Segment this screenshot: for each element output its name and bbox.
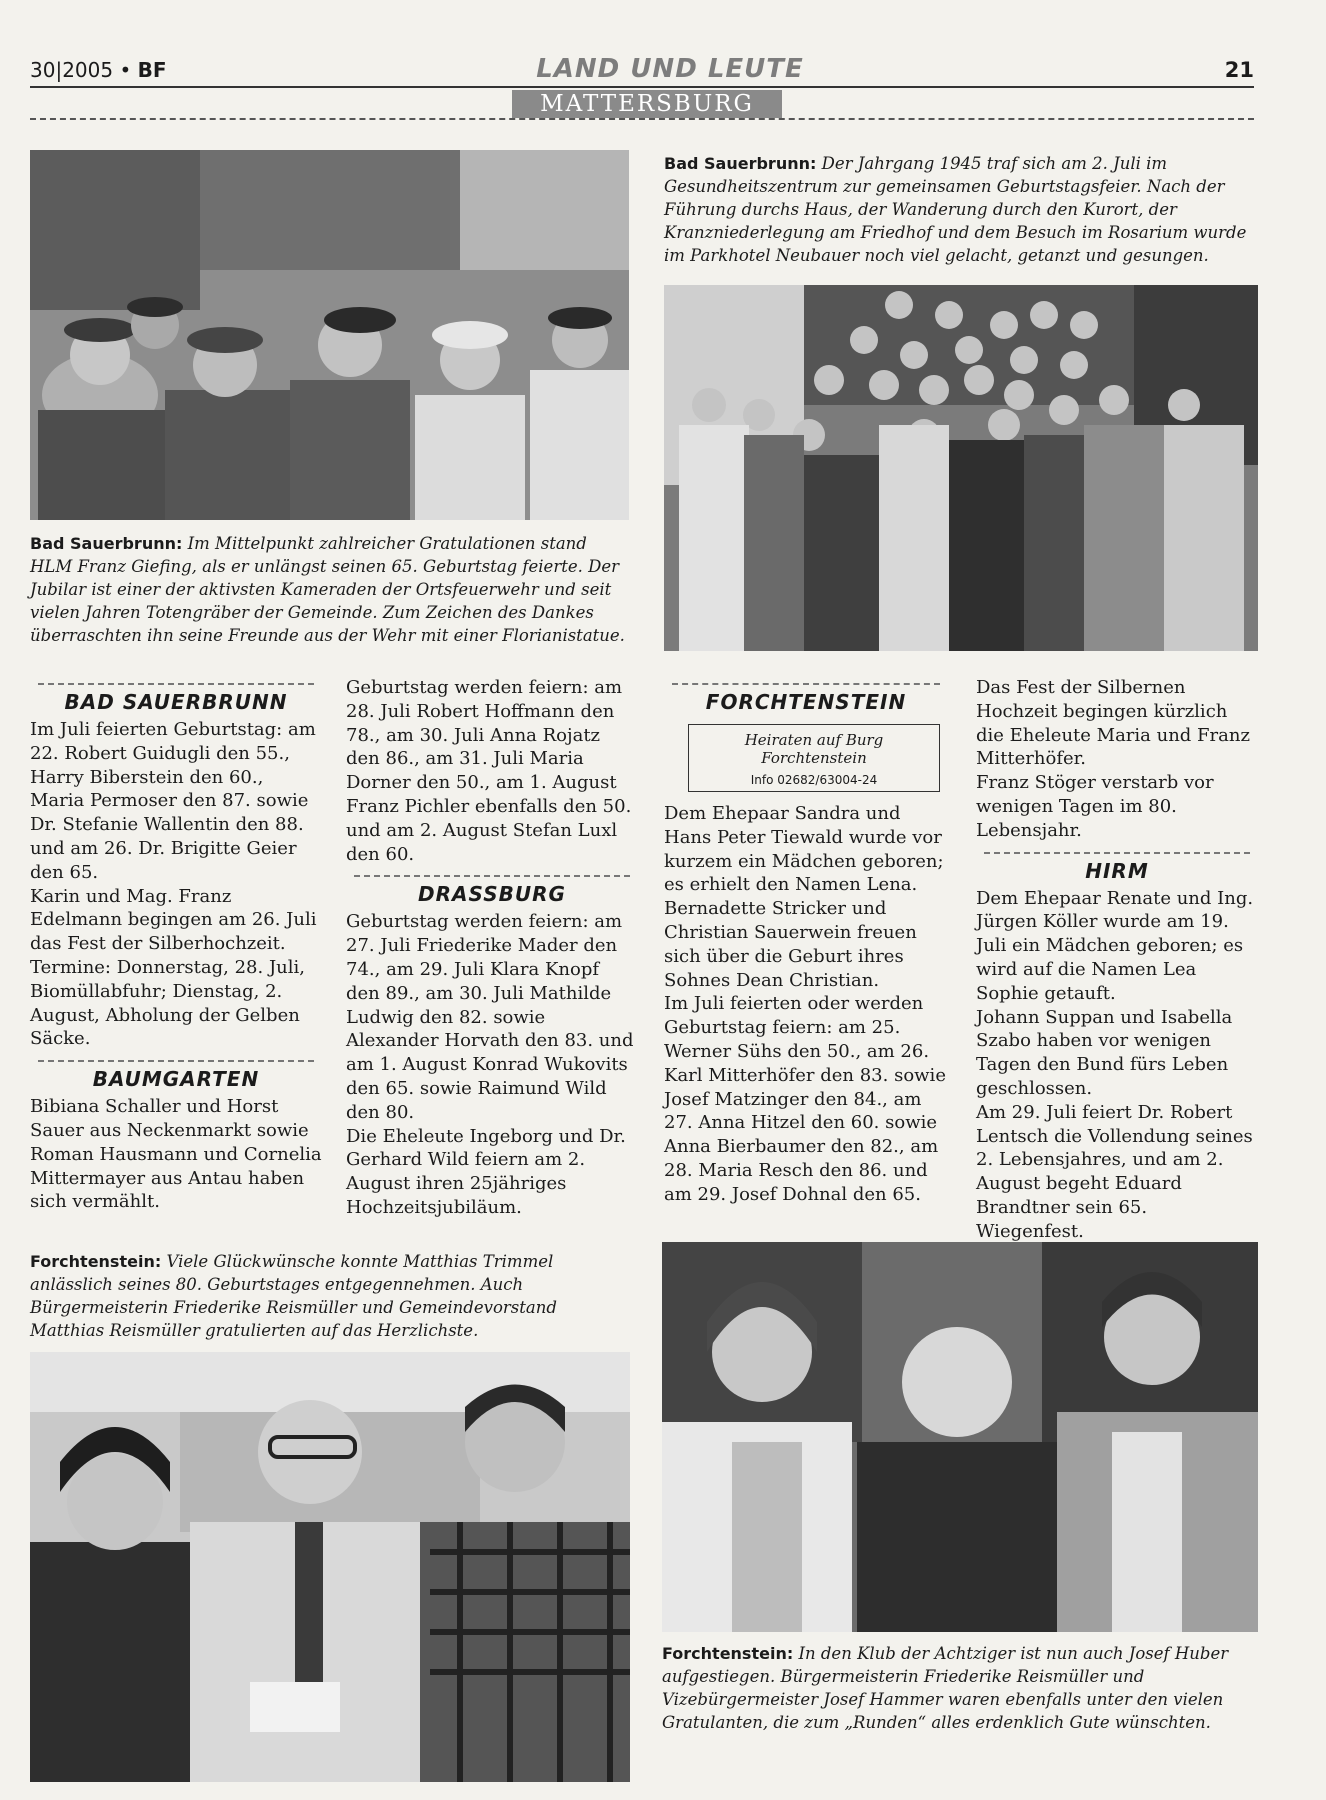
article-paragraph: Bibiana Schaller und Horst Sauer aus Neckenmarkt sowie Roman Hausmann und Cornelia Mittermayer aus Antau haben sich vermählt. <box>30 1096 322 1213</box>
article-paragraph: Dem Ehepaar Renate und Ing. Jürgen Köller wurde am 19. Juli ein Mädchen geboren; es wird auf die Namen Lea Sophie getauft. <box>976 887 1254 1004</box>
issue-number: 30|2005 • <box>30 58 132 82</box>
column-1 <box>30 682 322 1214</box>
region-banner: MATTERSBURG <box>512 90 782 118</box>
caption-lead: Bad Sauerbrunn: <box>30 534 183 553</box>
caption-text: Viele Glückwünsche konnte Matthias Trimmel anlässlich seines 80. Geburtstages entgegennehmen. Auch Bürgermeisterin Friederike Reismüller und Gemeindevorstand Matthias Reismüller gratulierten auf das Herzlichste. <box>30 1252 557 1340</box>
section-heading-forchtenstein: FORCHTENSTEIN <box>664 682 948 714</box>
section-title: LAND UND LEUTE <box>536 54 804 84</box>
column-2 <box>346 676 638 1220</box>
article-paragraph: Johann Suppan und Isabella Szabo haben vor wenigen Tagen den Bund fürs Leben geschlossen. <box>976 1006 1233 1099</box>
article-paragraph: Geburtstag werden feiern: am 28. Juli Robert Hoffmann den 78., am 30. Juli Anna Rojatz den 86., am 31. Juli Maria Dorner den 50., am 1. August Franz Pichler ebenfalls den 50. und am 2. August Stefan Luxl den 60. <box>346 677 632 865</box>
article-paragraph: Im Juli feierten oder werden Geburtstag feiern: am 25. Werner Sühs den 50., am 26. Karl Mitterhöfer den 83. sowie Josef Matzinger den 84., am 27. Anna Hitzel den 60. sowie Anna Bierbaumer den 82., am 28. Maria Resch den 86. und am 29. Josef Dohnal den 65. <box>664 993 946 1205</box>
caption-lead: Forchtenstein: <box>30 1252 162 1271</box>
paper-name: BF <box>137 58 167 82</box>
caption-jahrgang-1945 <box>664 152 1256 267</box>
article-paragraph: Dem Ehepaar Sandra und Hans Peter Tiewald wurde vor kurzem ein Mädchen geboren; es erhielt den Namen Lena. <box>664 803 944 896</box>
photo-jahrgang-1945 <box>664 285 1258 651</box>
caption-josef-huber <box>662 1642 1256 1734</box>
caption-text: Im Mittelpunkt zahlreicher Gratulationen stand HLM Franz Giefing, als er unlängst seinen 65. Geburtstag feierte. Der Jubilar ist einer der aktivsten Kameraden der Ortsfeuerwehr und seit vielen Jahren Totengräber der Gemeinde. Zum Zeichen des Dankes überraschten ihn seine Freunde aus der Wehr mit einer Florianistatue. <box>30 534 625 645</box>
section-heading-drassburg: DRASSBURG <box>346 874 638 906</box>
article-paragraph: Am 29. Juli feiert Dr. Robert Lentsch die Vollendung seines 2. Lebensjahres, und am 2. August begeht Eduard Brandtner sein 65. Wiegenfest. <box>976 1101 1253 1242</box>
article-paragraph: Bernadette Stricker und Christian Sauerwein freuen sich über die Geburt ihres Sohnes Dean Christian. <box>664 898 917 991</box>
article-paragraph: Karin und Mag. Franz Edelmann begingen am 26. Juli das Fest der Silberhochzeit. <box>30 885 317 955</box>
article-paragraph: Die Eheleute Ingeborg und Dr. Gerhard Wild feiern am 2. August ihren 25jähriges Hochzeitsjubiläum. <box>346 1125 626 1218</box>
article-paragraph: Franz Stöger verstarb vor wenigen Tagen im 80. Lebensjahr. <box>976 772 1214 841</box>
article-paragraph: Im Juli feierten Geburtstag: am 22. Robert Guidugli den 55., Harry Biberstein den 60., Maria Permoser den 87. sowie Dr. Stefanie Wallentin den 88. und am 26. Dr. Brigitte Geier den 65. <box>30 719 316 883</box>
advertisement-box <box>688 724 940 792</box>
section-heading-bad-sauerbrunn: BAD SAUERBRUNN <box>30 682 322 714</box>
article-paragraph: Das Fest der Silbernen Hochzeit begingen kürzlich die Eheleute Maria und Franz Mitterhöfer. <box>976 677 1250 770</box>
ad-info: Info 02682/63004-24 <box>750 773 878 787</box>
caption-fire-brigade <box>30 532 630 647</box>
column-4 <box>976 676 1258 1244</box>
issue-label <box>30 58 167 82</box>
caption-lead: Forchtenstein: <box>662 1644 794 1663</box>
caption-text: In den Klub der Achtziger ist nun auch Josef Huber aufgestiegen. Bürgermeisterin Friederike Reismüller und Vizebürgermeister Josef Hammer waren ebenfalls unter den vielen Gratulanten, die zum „Runden“ alles erdenklich Gute wünschten. <box>662 1644 1229 1732</box>
ad-title: Heiraten auf Burg Forchtenstein <box>744 731 884 767</box>
photo-josef-huber <box>662 1242 1258 1632</box>
photo-fire-brigade <box>30 150 629 520</box>
photo-matthias-trimmel <box>30 1352 630 1782</box>
header-dashed-rule <box>30 118 1254 120</box>
article-paragraph: Termine: Donnerstag, 28. Juli, Biomüllabfuhr; Dienstag, 2. August, Abholung der Gelben Säcke. <box>30 956 305 1050</box>
caption-lead: Bad Sauerbrunn: <box>664 154 817 173</box>
section-heading-hirm: HIRM <box>976 851 1258 883</box>
caption-matthias-trimmel <box>30 1250 630 1342</box>
caption-text: Der Jahrgang 1945 traf sich am 2. Juli im Gesundheitszentrum zur gemeinsamen Geburtstagsfeier. Nach der Führung durchs Haus, der Wanderung durch den Kurort, der Kranzniederlegung am Friedhof und dem Besuch im Rosarium wurde im Parkhotel Neubauer noch viel gelacht, getanzt und gesungen. <box>664 154 1247 265</box>
header-rule <box>30 86 1254 88</box>
section-heading-baumgarten: BAUMGARTEN <box>30 1059 322 1091</box>
article-paragraph: Geburtstag werden feiern: am 27. Juli Friederike Mader den 74., am 29. Juli Klara Knopf den 89., am 30. Juli Mathilde Ludwig den 82. sowie Alexander Horvath den 83. und am 1. August Konrad Wukovits den 65. sowie Raimund Wild den 80. <box>346 911 634 1123</box>
column-3 <box>664 682 948 1207</box>
page-number: 21 <box>1224 58 1254 82</box>
